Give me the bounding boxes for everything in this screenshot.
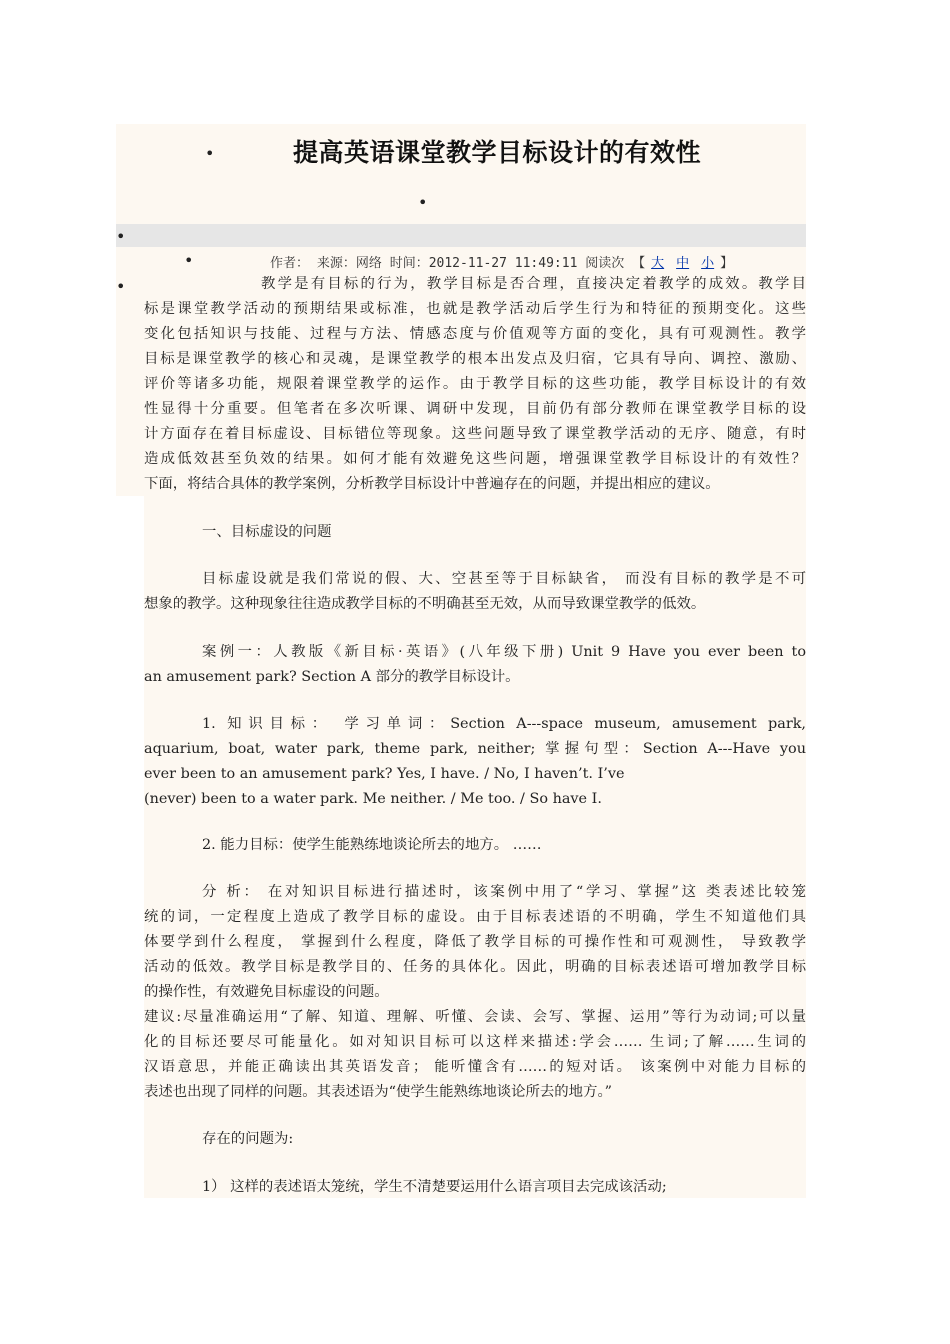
text-line: 的操作性，有效避免目标虚设的问题。 (144, 984, 389, 1000)
author-label: 作者： (270, 256, 310, 271)
text-line: 分 析： 在对知识目标进行描述时，该案例中用了“学习、掌握”这 类表述比较笼 (202, 884, 806, 900)
section1-paragraph (144, 567, 806, 617)
text-line: 目标虚设就是我们常说的假、大、空甚至等于目标缺省， 而没有目标的教学是不可 (202, 571, 806, 587)
advice-paragraph (144, 1005, 806, 1105)
text-line: 表述也出现了同样的问题。其表述语为“使学生能熟练地谈论所去的地方。” (144, 1084, 613, 1100)
text-line: 想象的教学。这种现象往往造成教学目标的不明确甚至无效，从而导致课堂教学的低效。 (144, 596, 706, 612)
bullet-icon: • (418, 193, 428, 212)
section-heading: 一、目标虚设的问题 (202, 524, 332, 540)
text-line: 2. 能力目标：使学生能熟练地谈论所去的地方。 …… (202, 837, 542, 853)
text-line: 造成低效甚至负效的结果。如何才能有效避免这些问题，增强课堂教学目标设计的有效性？ (144, 451, 806, 467)
source-label: 来源：网络 (316, 256, 382, 271)
text-line: 计方面存在着目标虚设、目标错位等现象。这些问题导致了课堂教学活动的无序、随意，有时 (144, 426, 806, 442)
size-bracket-open: 【 (632, 256, 646, 271)
article-meta (270, 252, 733, 271)
text-line: 性显得十分重要。但笔者在多次听课、调研中发现，目前仍有部分教师在课堂教学目标的设 (144, 401, 806, 417)
intro-paragraph (144, 272, 806, 497)
case-one-paragraph (144, 640, 806, 690)
text-line: (never) been to a water park. Me neither. / Me too. / So have I. (144, 791, 602, 807)
text-line: 变化包括知识与技能、过程与方法、情感态度与价值观等方面的变化，具有可观测性。教学 (144, 326, 806, 342)
text-line: aquarium, boat, water park, theme park, neither; 掌握句型：Section A---Have you (144, 741, 806, 757)
bullet-icon: • (116, 277, 126, 296)
bullet-icon: • (205, 144, 215, 163)
font-size-small-link[interactable]: 小 (701, 256, 715, 271)
text-line: 建议:尽量准确运用“了解、知道、理解、听懂、会读、会写、掌握、运用”等行为动词;可以量 (144, 1009, 806, 1025)
text-line: 统的词，一定程度上造成了教学目标的虚设。由于目标表述语的不明确，学生不知道他们具 (144, 909, 806, 925)
text-line: an amusement park? Section A 部分的教学目标设计。 (144, 669, 520, 685)
font-size-medium-link[interactable]: 中 (676, 256, 690, 271)
text-line: 下面，将结合具体的教学案例，分析教学目标设计中普遍存在的问题，并提出相应的建议。 (144, 476, 720, 492)
read-count-label: 阅读次 (585, 256, 625, 271)
page-title: 提高英语课堂教学目标设计的有效性 (293, 138, 702, 167)
text-line: ever been to an amusement park? Yes, I have. / No, I haven’t. I’ve (144, 766, 625, 782)
text-line: 案例一：人教版《新目标·英语》(八年级下册) Unit 9 Have you ever been to (202, 644, 806, 660)
time-label: 时间：2012-11-27 11:49:11 (389, 256, 578, 271)
text-line: 化的目标还要尽可能量化。如对知识目标可以这样来描述:学会…… 生词;了解……生词的 (144, 1034, 806, 1050)
text-line: 活动的低效。教学目标是教学目的、任务的具体化。因此，明确的目标表述语可增加教学目标 (144, 959, 806, 975)
bullet-icon: • (184, 251, 194, 270)
text-line: 评价等诸多功能，规限着课堂教学的运作。由于教学目标的这些功能，教学目标设计的有效 (144, 376, 806, 392)
analysis-paragraph (144, 880, 806, 1005)
text-line: 标是课堂教学活动的预期结果或标准，也就是教学活动后学生行为和特征的预期变化。这些 (144, 301, 806, 317)
font-size-large-link[interactable]: 大 (651, 256, 665, 271)
knowledge-goal-paragraph (144, 712, 806, 812)
problems-heading: 存在的问题为: (202, 1131, 294, 1147)
text-line: 体要学到什么程度， 掌握到什么程度，降低了教学目标的可操作性和可观测性， 导致教学 (144, 934, 806, 950)
size-bracket-close: 】 (720, 256, 734, 271)
problem-item: 1） 这样的表述语太笼统，学生不清楚要运用什么语言项目去完成该活动; (202, 1179, 667, 1195)
text-line: 1. 知识目标： 学习单词：Section A---space museum, amusement park, (202, 716, 806, 732)
text-line: 教学是有目标的行为，教学目标是否合理，直接决定着教学的成效。教学目 (261, 276, 806, 292)
ability-goal-paragraph (144, 833, 806, 858)
separator-bar (116, 224, 806, 247)
text-line: 汉语意思，并能正确读出其英语发音； 能听懂含有……的短对话。 该案例中对能力目标的 (144, 1059, 806, 1075)
text-line: 目标是课堂教学的核心和灵魂，是课堂教学的根本出发点及归宿，它具有导向、调控、激励、 (144, 351, 806, 367)
bullet-icon: • (116, 227, 126, 246)
